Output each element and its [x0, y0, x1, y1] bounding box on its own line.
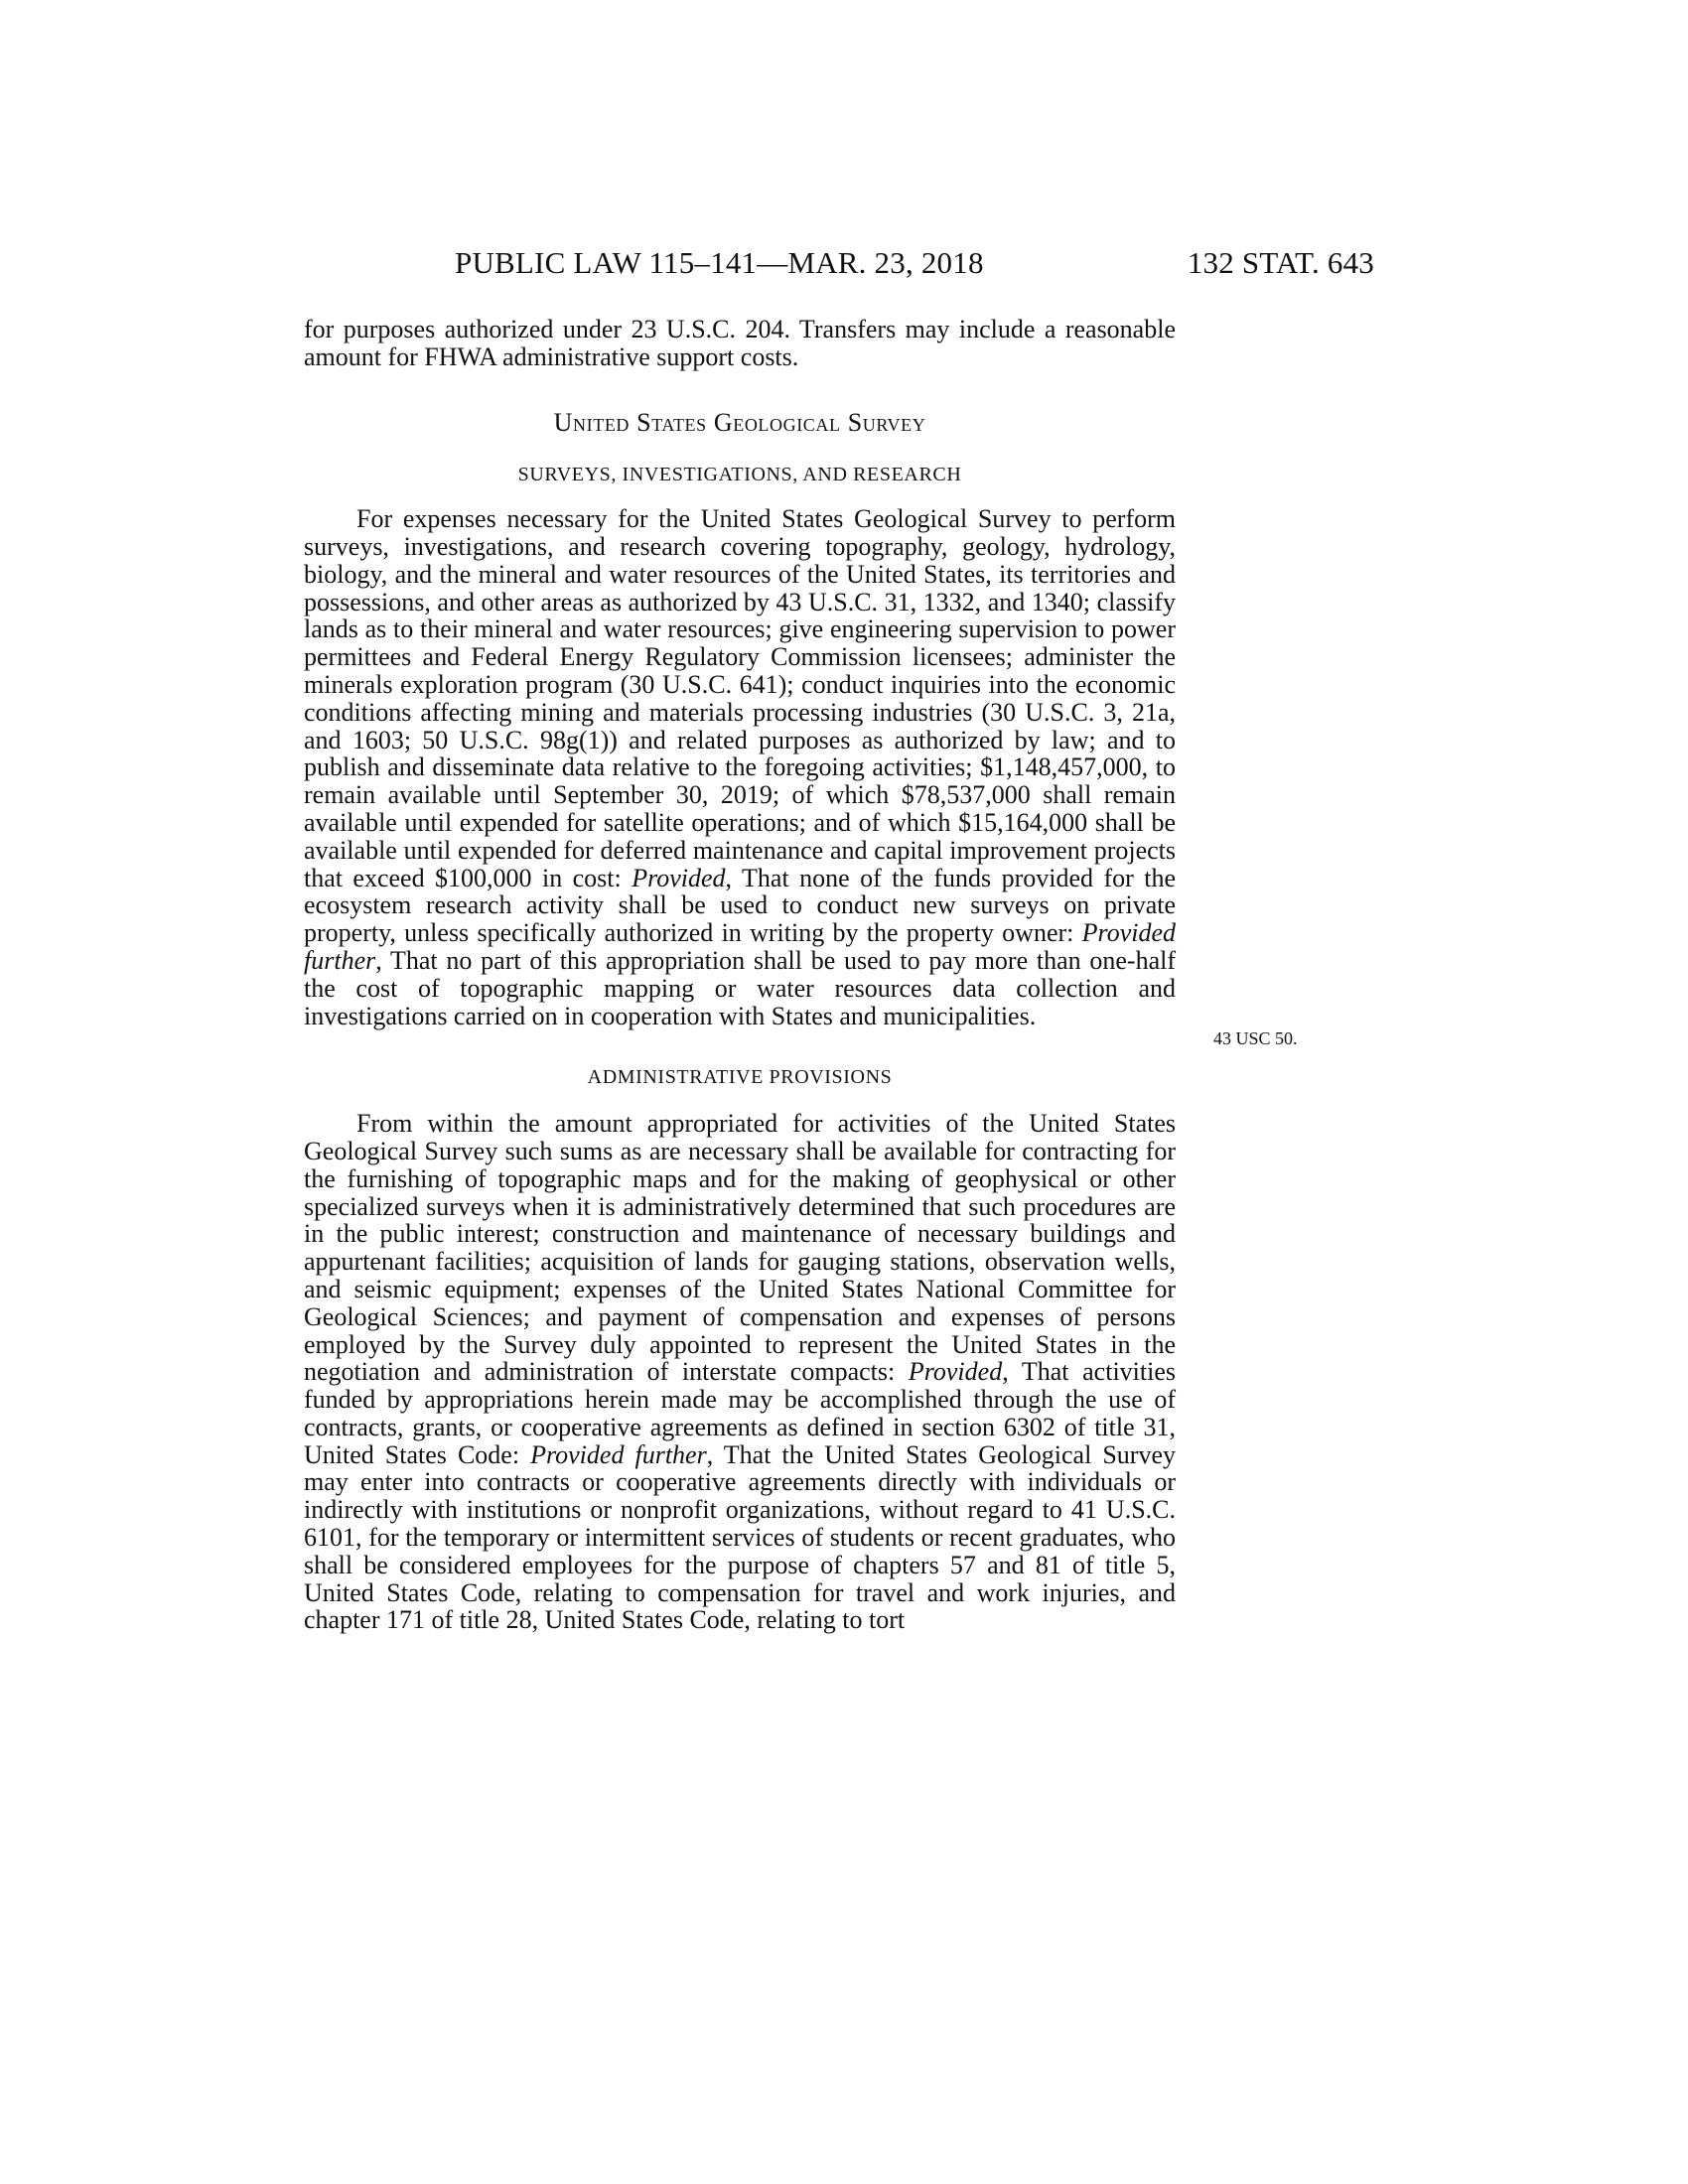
running-header: [0, 242, 1688, 284]
section-heading-administrative: ADMINISTRATIVE PROVISIONS: [587, 1066, 893, 1089]
intro-paragraph: for purposes authorized under 23 U.S.C. 204. Transfers may include a reasonable amount for FHWA administrative support costs.: [304, 315, 1176, 371]
surveys-paragraph: [304, 505, 1176, 1029]
margin-citation-note: 43 USC 50.: [1213, 1028, 1298, 1048]
text-column: [304, 316, 1176, 1634]
administrative-paragraph: [304, 1110, 1176, 1634]
section-heading-surveys: SURVEYS, INVESTIGATIONS, AND RESEARCH: [517, 464, 962, 486]
agency-heading: United States Geological Survey: [553, 407, 926, 437]
admin-text-1: From within the amount appropriated for activities of the United States Geological Survey such sums as are necessary shall be available for contracting for the furnishing of topographic maps and for the making of geophysical or other specialized surveys when it is administratively determined that such procedures are in the public interest; construction and maintenance of necessary buildings and appurtenant facilities; acquisition of lands for gauging stations, observation wells, and seismic equipment; expenses of the United States National Committee for Geological Sciences; and payment of compensation and expenses of persons employed by the Survey duly appointed to represent the United States in the negotiation and administration of interstate compacts:: [304, 1109, 1176, 1387]
surveys-text-1: For expenses necessary for the United States Geological Survey to perform surveys, investigations, and research covering topography, geology, hydrology, biology, and the mineral and water resources of the United States, its territories and possessions, and other areas as authorized by 43 U.S.C. 31, 1332, and 1340; classify lands as to their mineral and water resources; give engineering supervision to power permittees and Federal Energy Regulatory Commission licensees; administer the minerals exploration program (30 U.S.C. 641); conduct inquiries into the economic conditions affecting mining and materials processing industries (30 U.S.C. 3, 21a, and 1603; 50 U.S.C. 98g(1)) and related purposes as authorized by law; and to publish and disseminate data relative to the foregoing activities; $1,148,457,000, to remain available until September 30, 2019; of which $78,537,000 shall remain available until expended for satellite operations; and of which $15,164,000 shall be available until expended for deferred maintenance and capital improvement projects that exceed $100,000 in cost:: [304, 504, 1176, 892]
running-title: PUBLIC LAW 115–141—MAR. 23, 2018: [455, 245, 984, 280]
surveys-text-3: , That no part of this appropriation shall be used to pay more than one-half the cost of topographic mapping or water resources data collection and investigations carried on in cooperation with States and municipalities.: [304, 945, 1176, 1030]
proviso-provided-further: Provided further: [304, 918, 1176, 975]
page-folio: 132 STAT. 643: [1187, 245, 1374, 280]
admin-text-3: , That the United States Geological Survey may enter into contracts or cooperative agreements directly with individuals or indirectly with institutions or nonprofit organizations, without regard to 41 U.S.C. 6101, for the temporary or intermittent services of students or recent graduates, who shall be considered employees for the purpose of chapters 57 and 81 of title 5, United States Code, relating to compensation for travel and work injuries, and chapter 171 of title 28, United States Code, relating to tort: [304, 1439, 1176, 1635]
surveys-text-2: , That none of the funds provided for the ecosystem research activity shall be used to conduct new surveys on private property, unless specifically authorized in writing by the property owner:: [304, 863, 1177, 948]
admin-text-2: , That activities funded by appropriations herein made may be accomplished through the use of contracts, grants, or cooperative agreements as defined in section 6302 of title 31, United States Code:: [304, 1357, 1176, 1469]
admin-proviso-provided: Provided: [908, 1357, 1003, 1387]
proviso-provided: Provided: [632, 863, 726, 892]
admin-proviso-provided-further: Provided further: [530, 1439, 707, 1469]
